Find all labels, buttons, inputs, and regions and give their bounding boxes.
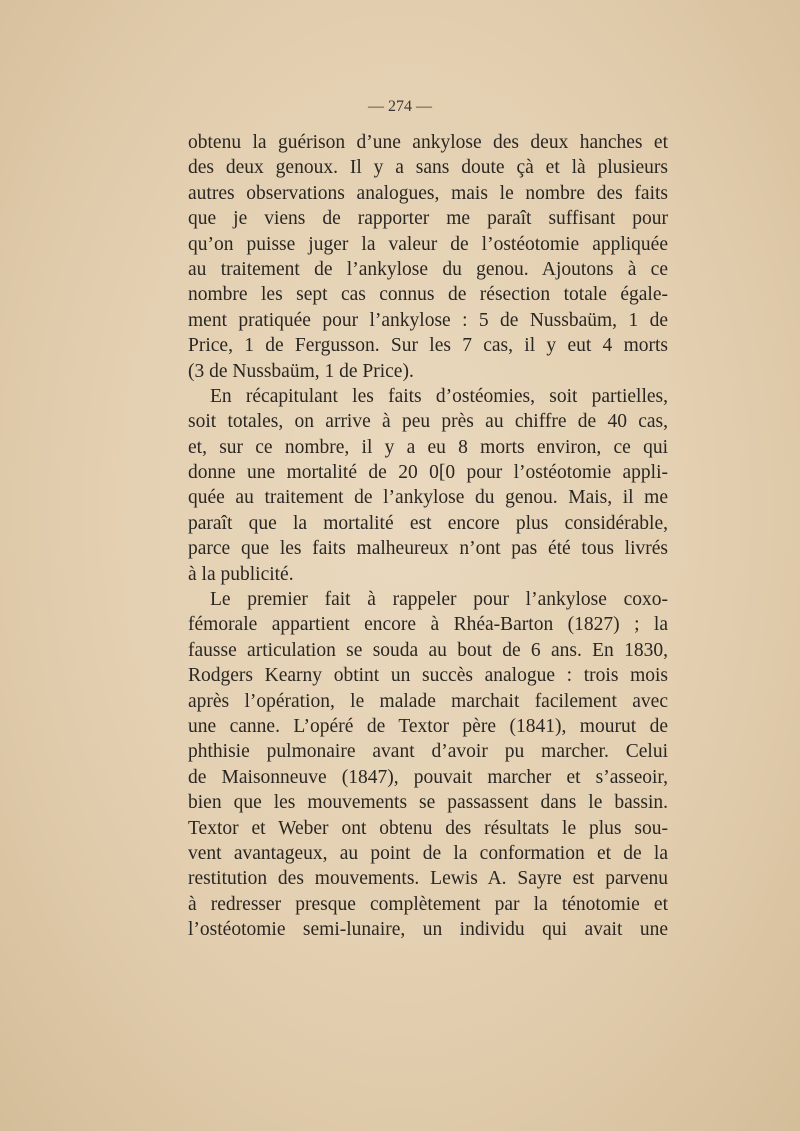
text-line: fémorale appartient encore à Rhéa-Barton (1827) ; la (188, 614, 668, 636)
text-line: qu’on puisse juger la valeur de l’ostéotomie appliquée (188, 233, 668, 255)
text-line: l’ostéotomie semi-lunaire, un individu qui avait une (188, 919, 668, 941)
text-line: et, sur ce nombre, il y a eu 8 morts environ, ce qui (188, 436, 668, 458)
text-line: à la publicité. (188, 563, 294, 585)
text-line: soit totales, on arrive à peu près au chiffre de 40 cas, (188, 411, 668, 433)
text-line: paraît que la mortalité est encore plus considérable, (188, 512, 668, 534)
text-line: nombre les sept cas connus de résection totale égale- (188, 284, 668, 306)
text-line: Rodgers Kearny obtint un succès analogue : trois mois (188, 665, 668, 687)
text-line: une canne. L’opéré de Textor père (1841), mourut de (188, 715, 668, 737)
text-line: obtenu la guérison d’une ankylose des deux hanches et (188, 132, 668, 153)
text-line: Price, 1 de Fergusson. Sur les 7 cas, il y eut 4 morts (188, 335, 668, 357)
text-line: quée au traitement de l’ankylose du genou. Mais, il me (188, 487, 668, 509)
page-number: — 274 — (368, 98, 432, 115)
text-line: ment pratiquée pour l’ankylose : 5 de Nussbaüm, 1 de (188, 309, 668, 331)
text-line: (3 de Nussbaüm, 1 de Price). (188, 360, 414, 382)
text-line: En récapitulant les faits d’ostéomies, soit partielles, (210, 385, 668, 407)
text-line: bien que les mouvements se passassent dans le bassin. (188, 792, 668, 814)
text-line: à redresser presque complètement par la ténotomie et (188, 893, 668, 915)
text-line: Textor et Weber ont obtenu des résultats le plus sou- (188, 817, 668, 839)
text-line: autres observations analogues, mais le nombre des faits (188, 182, 668, 204)
text-line: donne une mortalité de 20 0[0 pour l’ostéotomie appli- (188, 462, 668, 484)
text-line: restitution des mouvements. Lewis A. Sayre est parvenu (188, 868, 668, 890)
text-line: au traitement de l’ankylose du genou. Ajoutons à ce (188, 258, 668, 280)
text-line: après l’opération, le malade marchait facilement avec (188, 690, 668, 712)
text-line: de Maisonneuve (1847), pouvait marcher et s’asseoir, (188, 766, 668, 788)
text-line: vent avantageux, au point de la conformation et de la (188, 842, 668, 864)
text-line: fausse articulation se souda au bout de 6 ans. En 1830, (188, 639, 668, 661)
text-line: des deux genoux. Il y a sans doute çà et là plusieurs (188, 157, 668, 179)
text-line: Le premier fait à rappeler pour l’ankylose coxo- (210, 589, 668, 611)
text-line: parce que les faits malheureux n’ont pas été tous livrés (188, 538, 668, 560)
body-text (188, 130, 668, 943)
text-line: que je viens de rapporter me paraît suffisant pour (188, 208, 668, 230)
text-line: phthisie pulmonaire avant d’avoir pu marcher. Celui (188, 741, 668, 763)
